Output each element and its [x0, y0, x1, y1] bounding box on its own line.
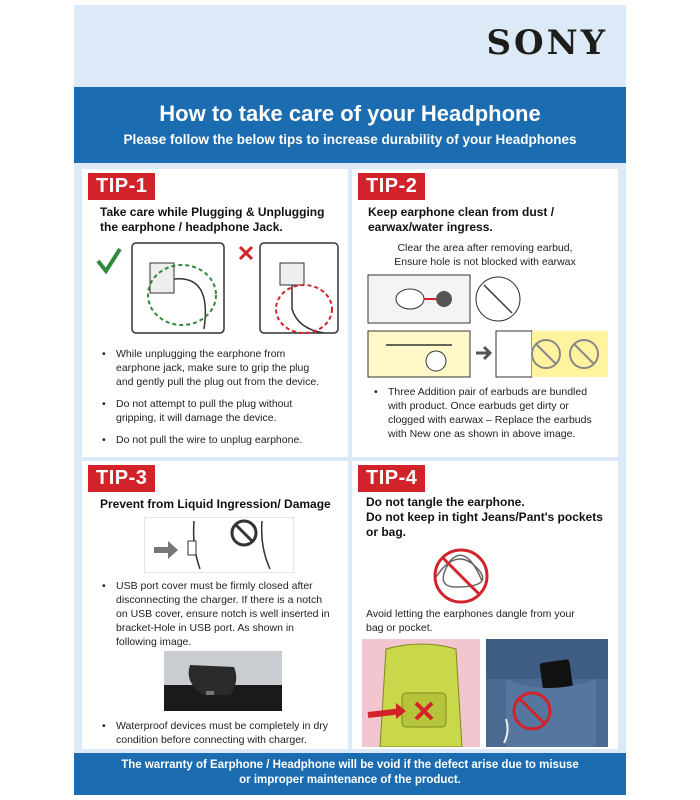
sony-logo: SONY: [486, 23, 608, 63]
tip4-heading-line2: Do not keep in tight Jeans/Pant's pockets: [366, 510, 603, 524]
tip1-bullet-3: [100, 433, 302, 447]
tip1-b3-l1: • Do not pull the wire to unplug earphone.: [116, 434, 303, 446]
usb-cover-photo: [164, 651, 282, 711]
tip2-b-l4: with New one as shown in above image.: [388, 428, 576, 440]
bag-photo: [362, 639, 480, 747]
tip2-bullet: [372, 385, 592, 441]
tip3-card: [82, 461, 348, 749]
tip3-heading: Prevent from Liquid Ingression/ Damage: [100, 497, 331, 511]
tip3-b2-l1: • Waterproof devices must be completely in dry: [116, 720, 329, 732]
tip1-card: [82, 169, 348, 457]
tip1-heading-line1: Take care while Plugging & Unplugging: [100, 205, 325, 219]
tip3-b1-l3: on USB cover, ensure notch is well inserted in: [116, 608, 330, 620]
tip1-b2-l1: • Do not attempt to pull the plug without: [116, 398, 293, 410]
tip3-bullet-2: [100, 719, 328, 747]
tip1-heading: [100, 205, 324, 235]
footer-line1: The warranty of Earphone / Headphone will be void if the defect arise due to misuse: [121, 759, 579, 771]
tip3-b2-l2: condition before connecting with charger.: [116, 734, 307, 746]
tip1-heading-line2: the earphone / headphone Jack.: [100, 220, 283, 234]
tip1-label: TIP-1: [88, 173, 155, 200]
cross-icon: [240, 247, 252, 259]
tip2-caption: [352, 241, 618, 269]
title-banner: [74, 87, 626, 163]
tip2-heading: [368, 205, 554, 235]
tip2-caption-line2: Ensure hole is not blocked with earwax: [394, 256, 576, 268]
tip4-text: [366, 607, 575, 635]
tip4-heading-line1: Do not tangle the earphone.: [366, 495, 525, 509]
tip2-label: TIP-2: [358, 173, 425, 200]
tip4-label: TIP-4: [358, 465, 425, 492]
tip3-b1-l4: bracket-Hole in USB port. As shown in: [116, 622, 294, 634]
tip1-bullet-2: [100, 397, 292, 425]
page-subtitle: Please follow the below tips to increase durability of your Headphones: [123, 132, 577, 147]
tip2-heading-line1: Keep earphone clean from dust /: [368, 205, 555, 219]
tip4-heading-line3: or bag.: [366, 525, 407, 539]
tip2-caption-line1: Clear the area after removing earbud,: [397, 242, 573, 254]
tip1-b2-l2: gripping, it will damage the device.: [116, 412, 277, 424]
tip3-b1-l2: disconnecting the charger. If there is a notch: [116, 594, 323, 606]
tip3-b1-l1: • USB port cover must be firmly closed after: [116, 580, 313, 592]
tip1-b1-l3: and gently pull the plug out from the device.: [116, 376, 320, 388]
tangle-prohibited-icon: [426, 547, 496, 605]
tip2-b-l3: clogged with earwax – Replace the earbuds: [388, 414, 592, 426]
tip4-card: [352, 461, 618, 749]
tip4-heading: [366, 495, 603, 540]
tip1-b1-l2: earphone jack, make sure to grip the plug: [116, 362, 310, 374]
jeans-pocket-photo: [486, 639, 608, 747]
page-title: How to take care of your Headphone: [159, 101, 541, 126]
footer-line2: or improper maintenance of the product.: [239, 774, 461, 786]
tip2-card: [352, 169, 618, 457]
tip2-b-l1: • Three Addition pair of earbuds are bundled: [388, 386, 588, 398]
tip2-b-l2: with product. Once earbuds get dirty or: [388, 400, 569, 412]
tip4-text-line1: Avoid letting the earphones dangle from your: [366, 608, 575, 620]
tip2-heading-line2: earwax/water ingress.: [368, 220, 493, 234]
tip1-b1-l1: • While unplugging the earphone from: [116, 348, 286, 360]
tip1-illustration: [92, 239, 342, 337]
tip1-bullet-1: [100, 347, 319, 389]
tip3-illustration: [144, 517, 294, 573]
tip3-b1-l5: following image.: [116, 636, 192, 648]
tip2-illustration: [366, 273, 610, 381]
check-icon: [98, 249, 120, 271]
care-poster: [74, 5, 626, 795]
tip3-bullet-1: [100, 579, 330, 649]
warranty-footer: [74, 753, 626, 795]
tip3-label: TIP-3: [88, 465, 155, 492]
tip4-text-line2: bag or pocket.: [366, 622, 433, 634]
